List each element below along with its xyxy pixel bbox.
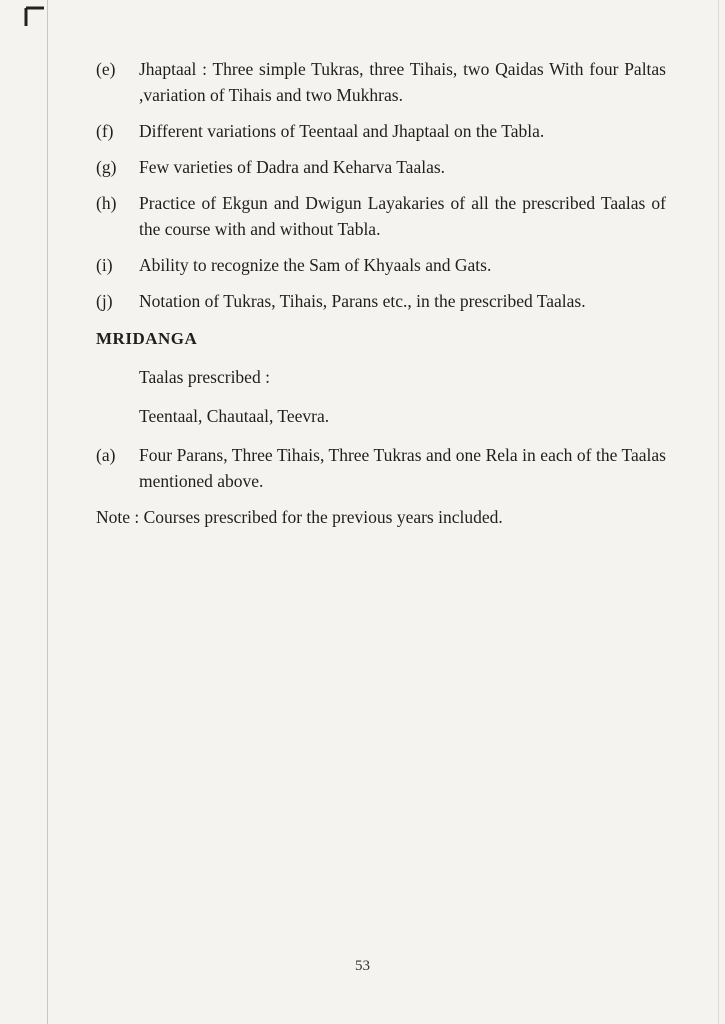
list-item-f (96, 118, 666, 144)
item-label: (e) (96, 59, 116, 79)
page-edge-left (47, 0, 48, 1024)
document-body (96, 56, 666, 530)
item-text: Ability to recognize the Sam of Khyaals and Gats. (139, 255, 492, 275)
corner-mark-icon (24, 6, 46, 28)
item-label: (h) (96, 193, 117, 213)
taalas-list: Teentaal, Chautaal, Teevra. (139, 406, 330, 426)
page-edge-right (718, 0, 719, 1024)
item-text: Different variations of Teentaal and Jhaptaal on the Tabla. (139, 121, 545, 141)
list-item-j (96, 288, 666, 314)
item-text: Four Parans, Three Tihais, Three Tukras and one Rela in each of the Taalas mentioned above. (139, 445, 666, 491)
list-item-e (96, 56, 666, 108)
list-item-i (96, 252, 666, 278)
section-heading-mridanga: MRIDANGA (96, 329, 198, 348)
item-label: (f) (96, 121, 114, 141)
item-label: (a) (96, 445, 116, 465)
item-label: (j) (96, 291, 113, 311)
page-number: 53 (355, 958, 370, 974)
item-text: Jhaptaal : Three simple Tukras, three Tihais, two Qaidas With four Paltas ,variation of Tihais and two Mukhras. (139, 59, 666, 105)
item-text: Practice of Ekgun and Dwigun Layakaries of all the prescribed Taalas of the course with and without Tabla. (139, 193, 666, 239)
item-text: Few varieties of Dadra and Keharva Taalas. (139, 157, 446, 177)
taalas-prescribed-label: Taalas prescribed : (139, 367, 270, 387)
item-label: (i) (96, 255, 113, 275)
list-item-a (96, 442, 666, 494)
note-text: Note : Courses prescribed for the previous years included. (96, 507, 503, 527)
item-label: (g) (96, 157, 117, 177)
list-item-g (96, 154, 666, 180)
item-text: Notation of Tukras, Tihais, Parans etc., in the prescribed Taalas. (139, 291, 586, 311)
list-item-h (96, 190, 666, 242)
